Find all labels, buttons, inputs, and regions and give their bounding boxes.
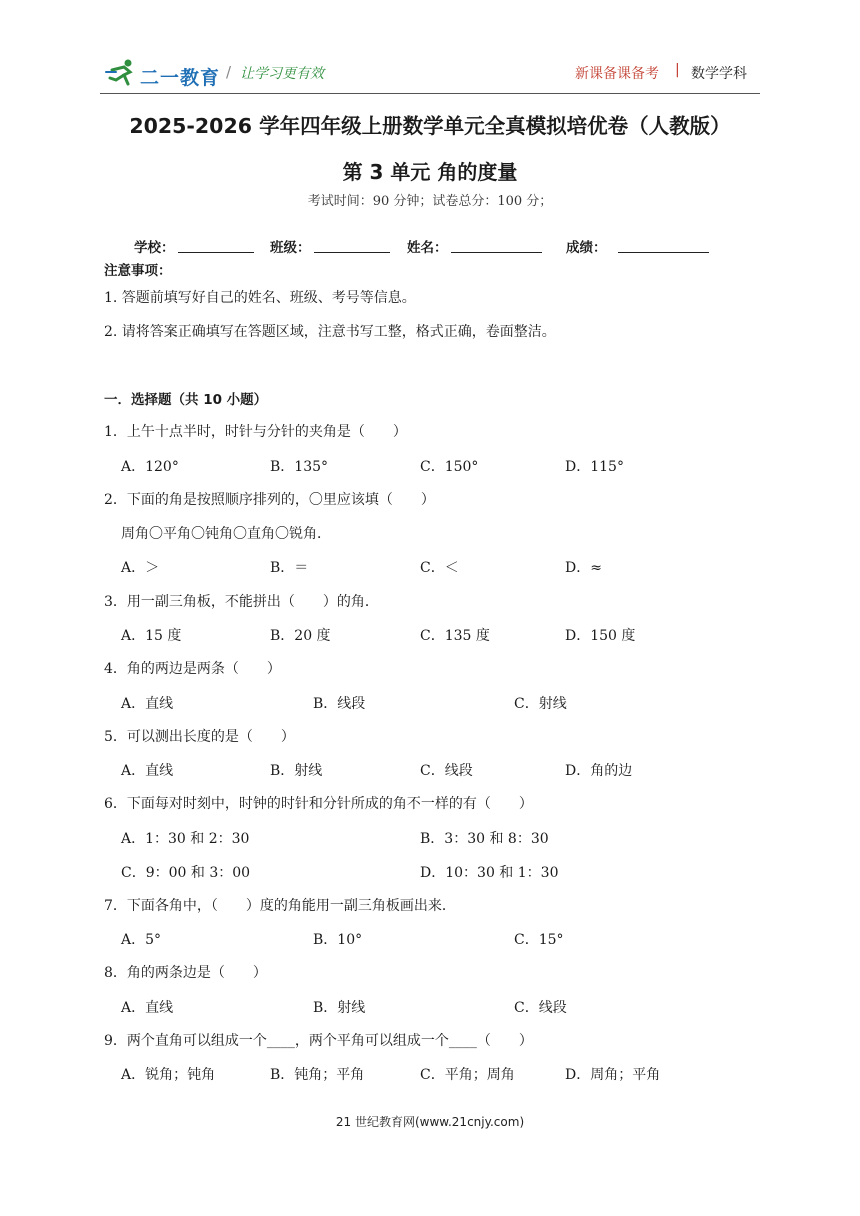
option-c[interactable]: C．9：00 和 3：00 [121, 865, 251, 881]
option-a[interactable]: A．锐角；钝角 [121, 1067, 216, 1083]
question-stem: 5．可以测出长度的是（ ） [104, 729, 295, 745]
header-rule [100, 93, 760, 94]
page-footer: 21 世纪教育网(www.21cnjy.com) [335, 1115, 525, 1129]
option-d[interactable]: D．115° [565, 459, 624, 475]
class-label: 班级： [270, 240, 311, 256]
exam-info: 考试时间：90 分钟；试卷总分：100 分； [307, 194, 553, 209]
logo-text: 二一教育 [140, 67, 221, 89]
score-blank[interactable] [618, 252, 709, 253]
class-blank[interactable] [314, 252, 390, 253]
runner-logo-icon [104, 58, 138, 86]
header-separator: | [675, 62, 680, 78]
option-d[interactable]: D．周角；平角 [565, 1067, 661, 1083]
option-c[interactable]: C．线段 [420, 763, 473, 779]
option-b[interactable]: B．射线 [270, 763, 323, 779]
question-stem: 4．角的两边是两条（ ） [104, 661, 281, 677]
name-label: 姓名： [407, 240, 448, 256]
option-b[interactable]: B．3：30 和 8：30 [420, 831, 549, 847]
section-heading: 一．选择题（共 10 小题） [104, 392, 268, 408]
option-c[interactable]: C．平角；周角 [420, 1067, 515, 1083]
option-b[interactable]: B．＝ [270, 560, 309, 576]
option-c[interactable]: C．射线 [514, 696, 567, 712]
option-b[interactable]: B．10° [313, 932, 363, 948]
option-c[interactable]: C．150° [420, 459, 479, 475]
notice-title: 注意事项： [104, 263, 172, 279]
option-c[interactable]: C．线段 [514, 1000, 567, 1016]
score-label: 成绩： [566, 240, 607, 256]
option-c[interactable]: C．＜ [420, 560, 459, 576]
option-a[interactable]: A．直线 [121, 763, 174, 779]
option-d[interactable]: D．≈ [565, 560, 602, 576]
name-blank[interactable] [451, 252, 542, 253]
option-a[interactable]: A．直线 [121, 696, 174, 712]
question-stem: 8．角的两条边是（ ） [104, 965, 267, 981]
header-divider: / [226, 63, 232, 81]
option-c[interactable]: C．135 度 [420, 628, 490, 644]
option-b[interactable]: B．线段 [313, 696, 366, 712]
school-blank[interactable] [178, 252, 254, 253]
school-label: 学校： [134, 240, 175, 256]
question-extra: 周角〇平角〇钝角〇直角〇锐角． [121, 526, 331, 542]
question-stem: 1．上午十点半时，时针与分针的夹角是（ ） [104, 424, 407, 440]
notice-item: 2. 请将答案正确填写在答题区域，注意书写工整，格式正确，卷面整洁。 [104, 324, 556, 340]
option-a[interactable]: A．5° [121, 932, 162, 948]
option-a[interactable]: A．1：30 和 2：30 [121, 831, 250, 847]
slogan: 让学习更有效 [240, 66, 324, 82]
option-d[interactable]: D．角的边 [565, 763, 633, 779]
question-stem: 2．下面的角是按照顺序排列的，〇里应该填（ ） [104, 492, 435, 508]
question-stem: 7．下面各角中，（ ）度的角能用一副三角板画出来． [104, 898, 456, 914]
page-title: 2025-2026 学年四年级上册数学单元全真模拟培优卷（人教版） [129, 114, 731, 138]
unit-title: 第 3 单元 角的度量 [342, 160, 518, 184]
option-b[interactable]: B．20 度 [270, 628, 331, 644]
option-c[interactable]: C．15° [514, 932, 564, 948]
header-subject: 数学学科 [691, 66, 747, 82]
option-a[interactable]: A．直线 [121, 1000, 174, 1016]
option-a[interactable]: A．＞ [121, 560, 160, 576]
option-d[interactable]: D．150 度 [565, 628, 636, 644]
option-a[interactable]: A．15 度 [121, 628, 182, 644]
option-b[interactable]: B．钝角；平角 [270, 1067, 365, 1083]
question-stem: 9．两个直角可以组成一个____，两个平角可以组成一个____（ ） [104, 1033, 533, 1049]
question-stem: 6．下面每对时刻中，时钟的时针和分针所成的角不一样的有（ ） [104, 796, 533, 812]
question-stem: 3．用一副三角板，不能拼出（ ）的角． [104, 594, 379, 610]
notice-item: 1. 答题前填写好自己的姓名、班级、考号等信息。 [104, 290, 416, 306]
option-d[interactable]: D．10：30 和 1：30 [420, 865, 559, 881]
option-a[interactable]: A．120° [121, 459, 179, 475]
header-right-text: 新课备课备考 [575, 66, 659, 82]
option-b[interactable]: B．射线 [313, 1000, 366, 1016]
option-b[interactable]: B．135° [270, 459, 329, 475]
